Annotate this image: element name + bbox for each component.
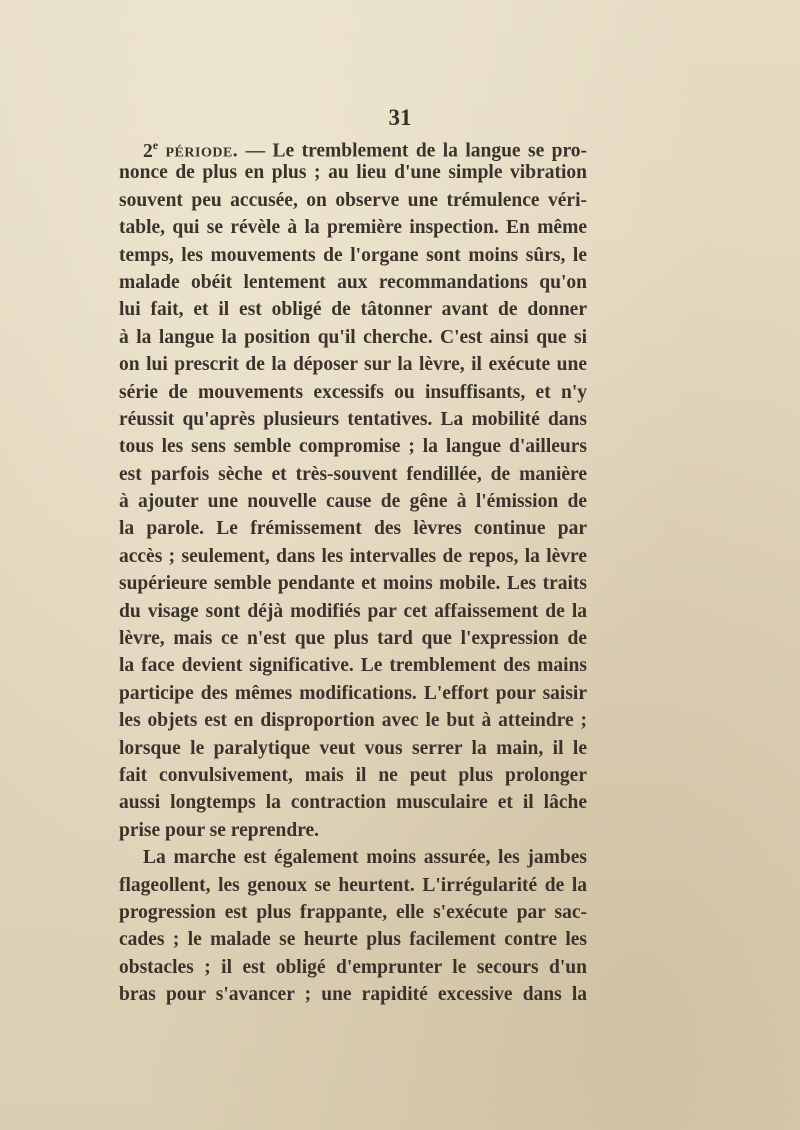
text-line: cades ; le malade se heurte plus facilement contre les [119, 929, 587, 951]
text-line: à ajouter une nouvelle cause de gêne à l'émission de [119, 491, 587, 513]
text-line: série de mouvements excessifs ou insuffisants, et n'y [119, 381, 587, 403]
text-line: prise pour se reprendre. [119, 819, 320, 841]
body-text [119, 132, 587, 1009]
text-line: progression est plus frappante, elle s'exécute par sac- [119, 901, 587, 923]
text-line: les objets est en disproportion avec le but à atteindre ; [119, 710, 587, 732]
text-line: La marche est également moins assurée, les jambes [143, 847, 587, 869]
text-line: aussi longtemps la contraction musculaire et il lâche [119, 792, 587, 814]
text-line: à la langue la position qu'il cherche. C'est ainsi que si [119, 326, 587, 348]
text-line: la face devient significative. Le tremblement des mains [119, 655, 587, 677]
text-line: on lui prescrit de la déposer sur la lèvre, il exécute une [119, 354, 587, 376]
text-line: nonce de plus en plus ; au lieu d'une simple vibration [119, 162, 587, 184]
text-line: réussit qu'après plusieurs tentatives. La mobilité dans [119, 408, 587, 430]
text-line: table, qui se révèle à la première inspection. En même [119, 217, 587, 239]
text-line: malade obéit lentement aux recommandations qu'on [119, 271, 587, 293]
text-line: accès ; seulement, dans les intervalles de repos, la lèvre [119, 545, 587, 567]
text-line: participe des mêmes modifications. L'effort pour saisir [119, 682, 587, 704]
section-label: période. [165, 140, 239, 162]
text-line: temps, les mouvements de l'organe sont moins sûrs, le [119, 244, 587, 266]
page-number: 31 [388, 105, 412, 130]
text-line: lui fait, et il est obligé de tâtonner avant de donner [119, 299, 587, 321]
text-line [119, 132, 588, 162]
text-line: fait convulsivement, mais il ne peut plus prolonger [119, 764, 587, 786]
text-line: bras pour s'avancer ; une rapidité excessive dans la [119, 984, 587, 1006]
text-line: souvent peu accusée, on observe une trémulence véri- [119, 189, 587, 211]
text-line: tous les sens semble compromise ; la langue d'ailleurs [119, 436, 587, 458]
text-line: obstacles ; il est obligé d'emprunter le secours d'un [119, 956, 587, 978]
first-line-text: — Le tremblement de la langue se pro- [245, 140, 588, 162]
text-line: supérieure semble pendante et moins mobile. Les traits [119, 573, 587, 595]
text-line: lèvre, mais ce n'est que plus tard que l'expression de [119, 628, 587, 650]
text-line: est parfois sèche et très-souvent fendillée, de manière [119, 463, 587, 485]
section-ordinal-suffix: e [152, 138, 159, 152]
text-line: flageollent, les genoux se heurtent. L'irrégularité de la [119, 874, 587, 896]
text-line: du visage sont déjà modifiés par cet affaissement de la [119, 600, 587, 622]
text-line: lorsque le paralytique veut vous serrer la main, il le [119, 737, 587, 759]
section-number: 2 [143, 140, 153, 162]
text-line: la parole. Le frémissement des lèvres continue par [119, 518, 587, 540]
